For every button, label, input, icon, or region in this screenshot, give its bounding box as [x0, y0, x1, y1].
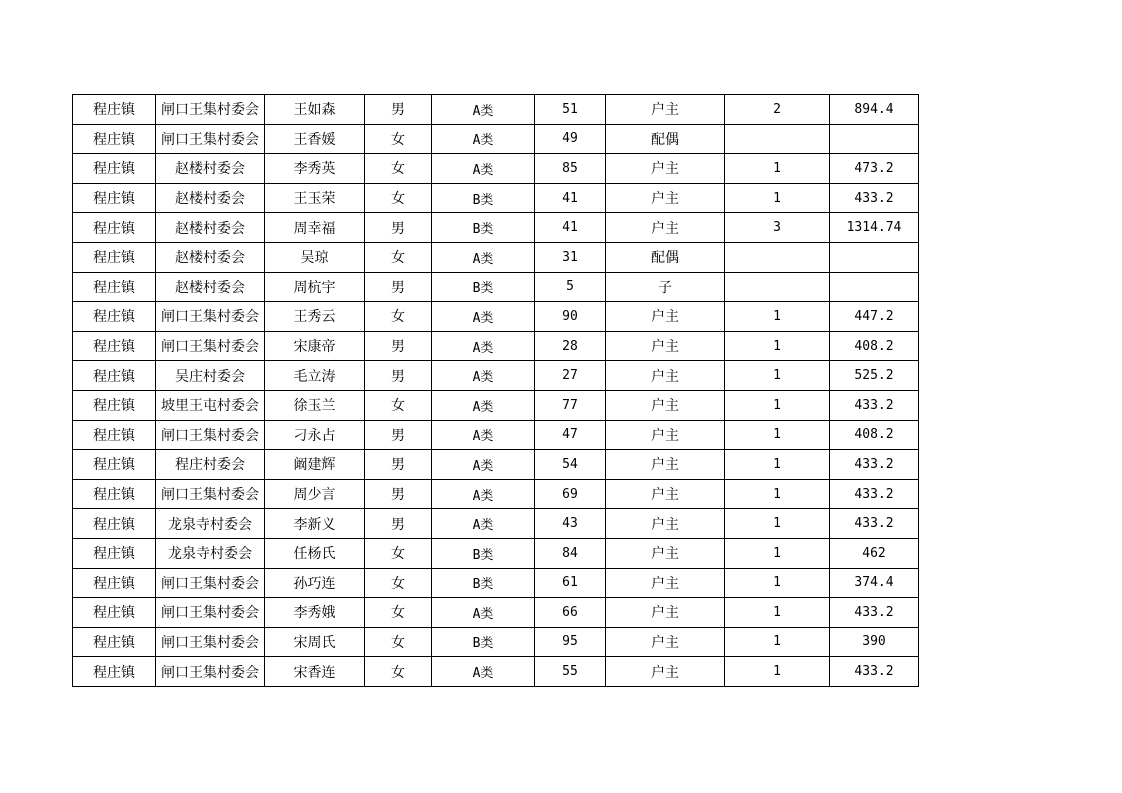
household-size-cell: 1 [725, 627, 830, 657]
village-committee-cell: 赵楼村委会 [156, 272, 265, 302]
category-cell: A类 [432, 598, 535, 628]
amount-cell: 894.4 [830, 95, 919, 125]
town-cell: 程庄镇 [73, 509, 156, 539]
name-cell: 周杭宇 [265, 272, 365, 302]
household-size-cell [725, 124, 830, 154]
category-cell: A类 [432, 302, 535, 332]
table-row [73, 154, 919, 184]
relation-cell: 户主 [606, 450, 725, 480]
relation-cell: 户主 [606, 154, 725, 184]
age-cell: 41 [535, 213, 606, 243]
age-cell: 27 [535, 361, 606, 391]
relation-cell: 配偶 [606, 124, 725, 154]
village-committee-cell: 闸口王集村委会 [156, 479, 265, 509]
name-cell: 李新义 [265, 509, 365, 539]
name-cell: 孙巧连 [265, 568, 365, 598]
gender-cell: 女 [365, 124, 432, 154]
village-committee-cell: 闸口王集村委会 [156, 598, 265, 628]
table-row [73, 95, 919, 125]
amount-cell: 447.2 [830, 302, 919, 332]
gender-cell: 女 [365, 568, 432, 598]
amount-cell: 374.4 [830, 568, 919, 598]
table-row [73, 302, 919, 332]
town-cell: 程庄镇 [73, 183, 156, 213]
amount-cell: 433.2 [830, 598, 919, 628]
relation-cell: 子 [606, 272, 725, 302]
name-cell: 任杨氏 [265, 538, 365, 568]
relation-cell: 户主 [606, 598, 725, 628]
category-cell: A类 [432, 242, 535, 272]
age-cell: 5 [535, 272, 606, 302]
household-size-cell: 1 [725, 331, 830, 361]
name-cell: 阚建辉 [265, 450, 365, 480]
table-row [73, 657, 919, 687]
town-cell: 程庄镇 [73, 95, 156, 125]
table-row [73, 390, 919, 420]
age-cell: 31 [535, 242, 606, 272]
age-cell: 54 [535, 450, 606, 480]
gender-cell: 女 [365, 598, 432, 628]
village-committee-cell: 闸口王集村委会 [156, 657, 265, 687]
household-size-cell: 1 [725, 420, 830, 450]
amount-cell [830, 242, 919, 272]
table-row [73, 183, 919, 213]
table-row [73, 361, 919, 391]
relation-cell: 户主 [606, 390, 725, 420]
name-cell: 王秀云 [265, 302, 365, 332]
gender-cell: 女 [365, 538, 432, 568]
village-committee-cell: 坡里王屯村委会 [156, 390, 265, 420]
category-cell: A类 [432, 450, 535, 480]
category-cell: A类 [432, 124, 535, 154]
town-cell: 程庄镇 [73, 657, 156, 687]
household-size-cell [725, 242, 830, 272]
village-committee-cell: 赵楼村委会 [156, 154, 265, 184]
village-committee-cell: 闸口王集村委会 [156, 331, 265, 361]
table-row [73, 420, 919, 450]
table-row [73, 124, 919, 154]
age-cell: 47 [535, 420, 606, 450]
age-cell: 90 [535, 302, 606, 332]
gender-cell: 男 [365, 361, 432, 391]
amount-cell: 390 [830, 627, 919, 657]
name-cell: 王香媛 [265, 124, 365, 154]
gender-cell: 女 [365, 154, 432, 184]
age-cell: 66 [535, 598, 606, 628]
age-cell: 77 [535, 390, 606, 420]
relation-cell: 户主 [606, 213, 725, 243]
town-cell: 程庄镇 [73, 154, 156, 184]
name-cell: 刁永占 [265, 420, 365, 450]
village-committee-cell: 闸口王集村委会 [156, 420, 265, 450]
age-cell: 84 [535, 538, 606, 568]
amount-cell: 1314.74 [830, 213, 919, 243]
amount-cell: 473.2 [830, 154, 919, 184]
village-committee-cell: 赵楼村委会 [156, 213, 265, 243]
relation-cell: 户主 [606, 331, 725, 361]
relation-cell: 户主 [606, 657, 725, 687]
table-row [73, 213, 919, 243]
category-cell: B类 [432, 627, 535, 657]
town-cell: 程庄镇 [73, 538, 156, 568]
amount-cell: 462 [830, 538, 919, 568]
household-size-cell: 1 [725, 657, 830, 687]
town-cell: 程庄镇 [73, 420, 156, 450]
household-size-cell: 1 [725, 183, 830, 213]
gender-cell: 女 [365, 627, 432, 657]
village-committee-cell: 龙泉寺村委会 [156, 538, 265, 568]
household-size-cell: 1 [725, 390, 830, 420]
town-cell: 程庄镇 [73, 331, 156, 361]
relation-cell: 配偶 [606, 242, 725, 272]
amount-cell: 433.2 [830, 657, 919, 687]
village-committee-cell: 龙泉寺村委会 [156, 509, 265, 539]
village-committee-cell: 闸口王集村委会 [156, 302, 265, 332]
table-row [73, 331, 919, 361]
gender-cell: 男 [365, 95, 432, 125]
gender-cell: 女 [365, 302, 432, 332]
village-committee-cell: 程庄村委会 [156, 450, 265, 480]
relation-cell: 户主 [606, 509, 725, 539]
town-cell: 程庄镇 [73, 450, 156, 480]
age-cell: 69 [535, 479, 606, 509]
name-cell: 毛立涛 [265, 361, 365, 391]
town-cell: 程庄镇 [73, 213, 156, 243]
table-row [73, 479, 919, 509]
amount-cell: 408.2 [830, 331, 919, 361]
category-cell: A类 [432, 154, 535, 184]
village-committee-cell: 闸口王集村委会 [156, 627, 265, 657]
town-cell: 程庄镇 [73, 361, 156, 391]
town-cell: 程庄镇 [73, 598, 156, 628]
name-cell: 徐玉兰 [265, 390, 365, 420]
table-row [73, 272, 919, 302]
village-committee-cell: 闸口王集村委会 [156, 95, 265, 125]
name-cell: 王如森 [265, 95, 365, 125]
relation-cell: 户主 [606, 302, 725, 332]
village-committee-cell: 闸口王集村委会 [156, 568, 265, 598]
relation-cell: 户主 [606, 627, 725, 657]
name-cell: 李秀英 [265, 154, 365, 184]
name-cell: 李秀娥 [265, 598, 365, 628]
village-committee-cell: 赵楼村委会 [156, 242, 265, 272]
amount-cell: 408.2 [830, 420, 919, 450]
gender-cell: 男 [365, 420, 432, 450]
town-cell: 程庄镇 [73, 302, 156, 332]
category-cell: B类 [432, 538, 535, 568]
household-size-cell: 3 [725, 213, 830, 243]
category-cell: A类 [432, 361, 535, 391]
amount-cell: 525.2 [830, 361, 919, 391]
category-cell: A类 [432, 331, 535, 361]
amount-cell [830, 124, 919, 154]
amount-cell: 433.2 [830, 509, 919, 539]
town-cell: 程庄镇 [73, 124, 156, 154]
name-cell: 吴琼 [265, 242, 365, 272]
household-size-cell: 1 [725, 154, 830, 184]
household-size-cell: 1 [725, 509, 830, 539]
relation-cell: 户主 [606, 361, 725, 391]
gender-cell: 男 [365, 331, 432, 361]
amount-cell: 433.2 [830, 450, 919, 480]
gender-cell: 女 [365, 657, 432, 687]
table-row [73, 509, 919, 539]
category-cell: A类 [432, 509, 535, 539]
town-cell: 程庄镇 [73, 627, 156, 657]
household-size-cell: 1 [725, 538, 830, 568]
age-cell: 28 [535, 331, 606, 361]
age-cell: 41 [535, 183, 606, 213]
town-cell: 程庄镇 [73, 272, 156, 302]
gender-cell: 男 [365, 213, 432, 243]
household-size-cell: 1 [725, 479, 830, 509]
relation-cell: 户主 [606, 183, 725, 213]
name-cell: 宋康帝 [265, 331, 365, 361]
village-committee-cell: 吴庄村委会 [156, 361, 265, 391]
table-row [73, 450, 919, 480]
gender-cell: 男 [365, 272, 432, 302]
category-cell: B类 [432, 213, 535, 243]
town-cell: 程庄镇 [73, 479, 156, 509]
town-cell: 程庄镇 [73, 390, 156, 420]
household-size-cell: 2 [725, 95, 830, 125]
relation-cell: 户主 [606, 479, 725, 509]
amount-cell: 433.2 [830, 479, 919, 509]
age-cell: 85 [535, 154, 606, 184]
village-committee-cell: 赵楼村委会 [156, 183, 265, 213]
category-cell: B类 [432, 272, 535, 302]
name-cell: 周幸福 [265, 213, 365, 243]
relation-cell: 户主 [606, 95, 725, 125]
household-size-cell: 1 [725, 598, 830, 628]
category-cell: A类 [432, 95, 535, 125]
age-cell: 95 [535, 627, 606, 657]
category-cell: A类 [432, 479, 535, 509]
gender-cell: 男 [365, 509, 432, 539]
category-cell: A类 [432, 390, 535, 420]
gender-cell: 女 [365, 183, 432, 213]
household-size-cell: 1 [725, 450, 830, 480]
household-size-cell [725, 272, 830, 302]
name-cell: 宋香连 [265, 657, 365, 687]
table-body [73, 95, 919, 687]
age-cell: 51 [535, 95, 606, 125]
gender-cell: 女 [365, 242, 432, 272]
gender-cell: 男 [365, 450, 432, 480]
age-cell: 43 [535, 509, 606, 539]
data-table [72, 94, 919, 687]
name-cell: 王玉荣 [265, 183, 365, 213]
town-cell: 程庄镇 [73, 568, 156, 598]
gender-cell: 女 [365, 390, 432, 420]
household-size-cell: 1 [725, 568, 830, 598]
gender-cell: 男 [365, 479, 432, 509]
table-row [73, 538, 919, 568]
relation-cell: 户主 [606, 538, 725, 568]
age-cell: 61 [535, 568, 606, 598]
table-row [73, 242, 919, 272]
name-cell: 周少言 [265, 479, 365, 509]
village-committee-cell: 闸口王集村委会 [156, 124, 265, 154]
relation-cell: 户主 [606, 420, 725, 450]
age-cell: 49 [535, 124, 606, 154]
town-cell: 程庄镇 [73, 242, 156, 272]
category-cell: A类 [432, 657, 535, 687]
table-row [73, 598, 919, 628]
age-cell: 55 [535, 657, 606, 687]
amount-cell: 433.2 [830, 390, 919, 420]
relation-cell: 户主 [606, 568, 725, 598]
name-cell: 宋周氏 [265, 627, 365, 657]
household-size-cell: 1 [725, 302, 830, 332]
category-cell: B类 [432, 568, 535, 598]
category-cell: A类 [432, 420, 535, 450]
amount-cell [830, 272, 919, 302]
table-row [73, 627, 919, 657]
household-size-cell: 1 [725, 361, 830, 391]
category-cell: B类 [432, 183, 535, 213]
table-row [73, 568, 919, 598]
amount-cell: 433.2 [830, 183, 919, 213]
